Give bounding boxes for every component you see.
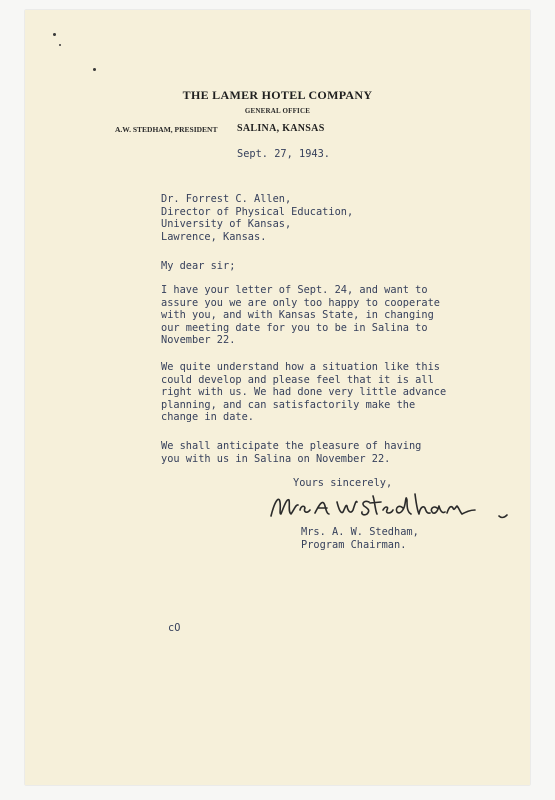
signer-block bbox=[301, 526, 419, 551]
ink-speck bbox=[93, 68, 96, 71]
recipient-line: University of Kansas, bbox=[161, 218, 292, 230]
copy-notation: cO bbox=[168, 622, 181, 634]
letterhead-office: GENERAL OFFICE bbox=[244, 107, 311, 115]
ink-speck bbox=[53, 33, 56, 36]
letterhead-city: SALINA, KANSAS bbox=[237, 123, 325, 134]
recipient-block bbox=[161, 193, 353, 243]
handwritten-signature bbox=[267, 488, 517, 524]
signer-name: Mrs. A. W. Stedham, bbox=[301, 526, 419, 538]
letterhead-company: THE LAMER HOTEL COMPANY bbox=[182, 88, 373, 102]
body-paragraph bbox=[161, 284, 440, 347]
body-line: with you, and with Kansas State, in changing bbox=[161, 309, 434, 321]
body-paragraph bbox=[161, 361, 446, 424]
body-line: We shall anticipate the pleasure of having bbox=[161, 440, 422, 452]
body-line: planning, and can satisfactorily make the bbox=[161, 398, 416, 411]
recipient-line: Lawrence, Kansas. bbox=[161, 230, 267, 243]
ink-speck bbox=[59, 44, 61, 46]
body-line: November 22. bbox=[161, 334, 236, 346]
letterhead-president: A.W. STEDHAM, PRESIDENT bbox=[115, 125, 218, 134]
body-line: change in date. bbox=[161, 411, 254, 423]
body-line: could develop and please feel that it is all bbox=[161, 373, 434, 386]
body-line: right with us. We had done very little advance bbox=[161, 386, 447, 398]
letter-date: Sept. 27, 1943. bbox=[237, 148, 330, 160]
body-line: you with us in Salina on November 22. bbox=[161, 452, 391, 465]
body-line: We quite understand how a situation like this bbox=[161, 361, 440, 373]
recipient-line: Director of Physical Education, bbox=[161, 205, 354, 218]
signer-title: Program Chairman. bbox=[301, 538, 407, 551]
recipient-line: Dr. Forrest C. Allen, bbox=[161, 193, 292, 205]
body-line: I have your letter of Sept. 24, and want to bbox=[161, 284, 428, 296]
closing: Yours sincerely, bbox=[293, 477, 393, 489]
body-line: our meeting date for you to be in Salina to bbox=[161, 321, 428, 334]
body-paragraph bbox=[161, 440, 421, 465]
letter-page bbox=[25, 10, 530, 785]
salutation: My dear sir; bbox=[161, 260, 236, 272]
body-line: assure you we are only too happy to cooperate bbox=[161, 296, 440, 309]
